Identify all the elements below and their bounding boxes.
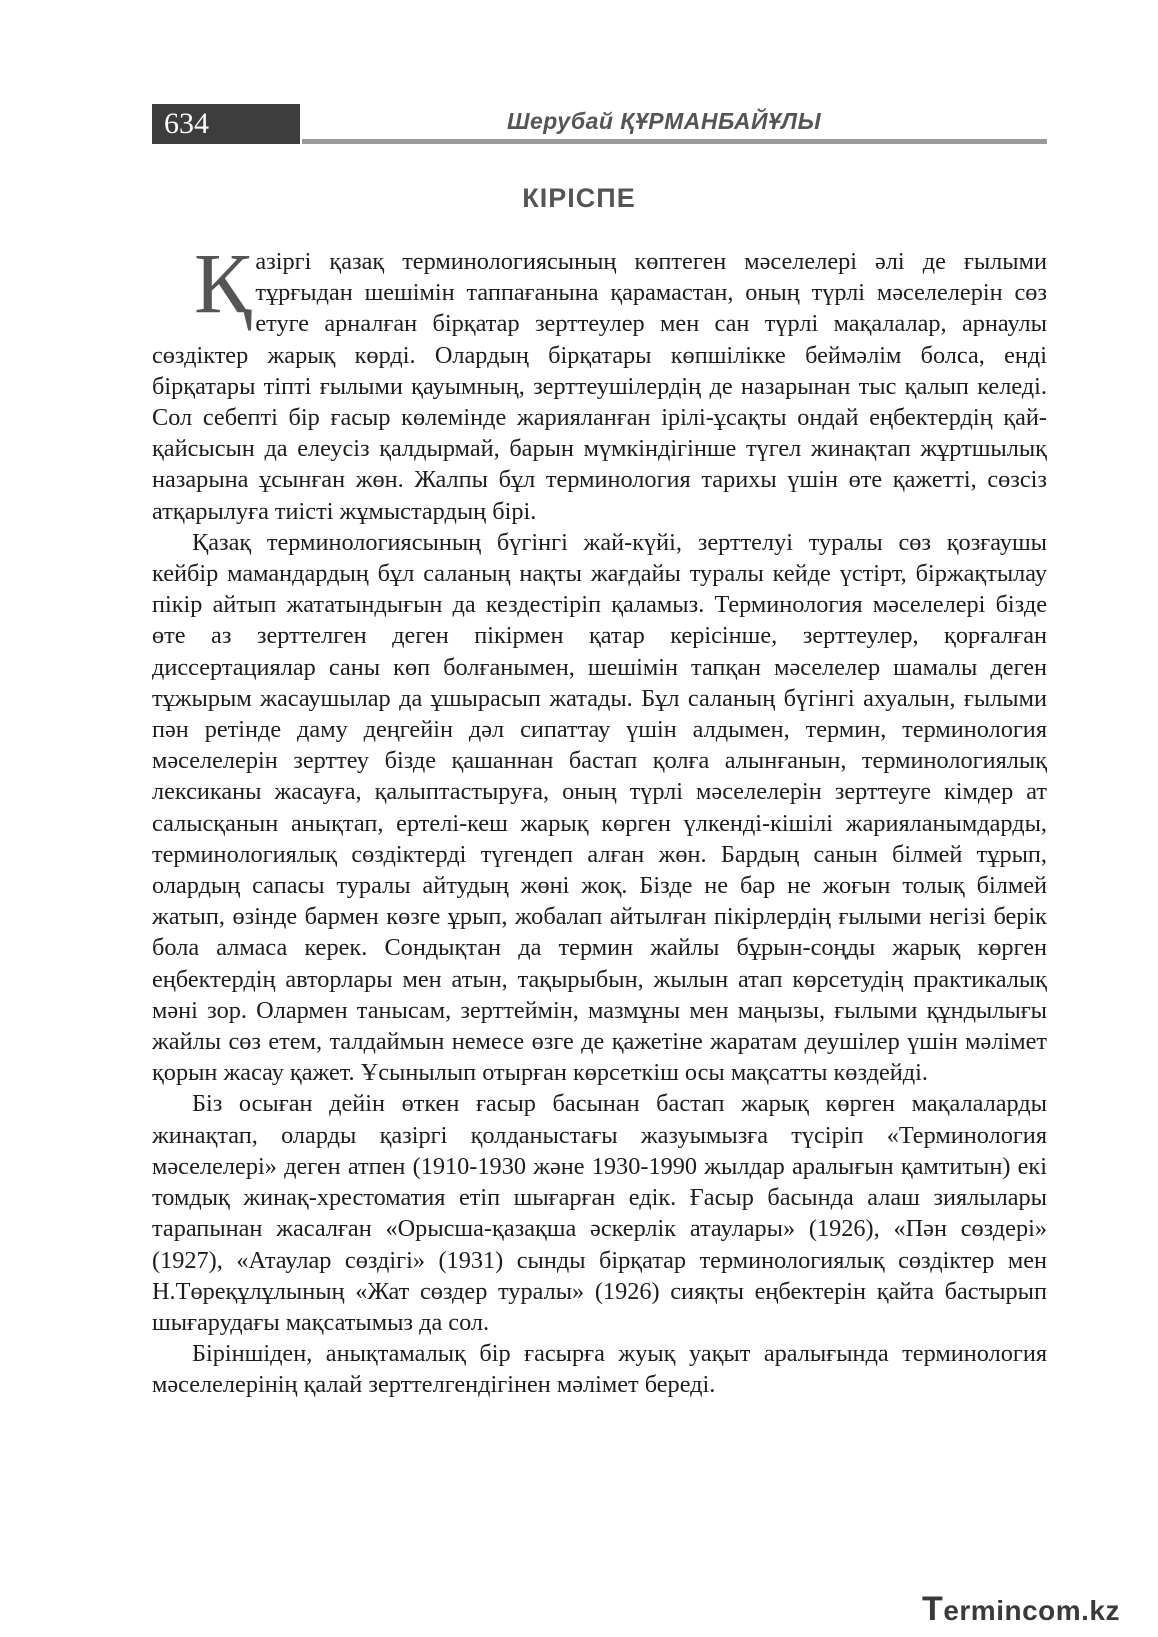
drop-cap: Қ (194, 235, 252, 331)
page-header (152, 104, 1047, 144)
page-number: 634 (164, 107, 209, 140)
site-watermark (922, 1590, 1120, 1629)
paragraph-3: Біз осыған дейін өткен ғасыр басынан бастап жарық көрген мақалаларды жинақтап, оларды қазіргі қолданыстағы жазуымызға түсіріп «Терминология мәселелері» деген атпен (1910-1930 және 1930-1990 жылдар аралығын қамтитын) екі томдық жинақ-хрестоматия етіп шығарған едік. Ғасыр басында алаш зиялылары тарапынан жасалған «Орысша-қазақша әскерлік атаулары» (1926), «Пән сөздері» (1927), «Атаулар сөздігі» (1931) сынды бірқатар терминологиялық сөздіктер мен Н.Төреқұлұлының «Жат сөздер туралы» (1926) сияқты еңбектерін қайта бастырып шығарудағы мақсатымыз да сол. (152, 1090, 1047, 1336)
chapter-title: КІРІСПЕ (522, 183, 636, 213)
paragraph-1-text: азіргі қазақ терминологиясының көптеген мәселелері әлі де ғылыми тұрғыдан шешімін таппағанына қарамастан, оның түрлі мәселелерін сөз етуге арналған бірқатар зерттеулер мен сан түрлі мақалалар, арнаулы сөздіктер жарық көрді. Олардың бірқатары көпшілікке беймәлім болса, енді бірқатары тіпті ғылыми қауымның, зерттеушілердің де назарынан тыс қалып келеді. Сол себепті бір ғасыр көлемінде жарияланған ірілі-ұсақты ондай еңбектердің қай-қайсысын да елеусіз қалдырмай, барын мүмкіндігінше түгел жинақтап жұртшылық назарына ұсынған жөн. Жалпы бұл терминология тарихы үшін өте қажетті, сөзсіз атқарылуға тиісті жұмыстардың бірі. (152, 248, 1047, 525)
running-head: Шерубай ҚҰРМАНБАЙҰЛЫ (507, 108, 822, 134)
watermark-text: ermincom.kz (943, 1595, 1120, 1626)
paragraph-2: Қазақ терминологиясының бүгінгі жай-күйі, зерттелуі туралы сөз қозғаушы кейбір мамандардың бұл саланың нақты жағдайы туралы кейде үстірт, біржақтылау пікір айтып жататындығын да кездестіріп қаламыз. Терминология мәселелері бізде өте аз зерттелген деген пікірмен қатар керісінше, зерттеулер, қорғалған диссертациялар саны көп болғанымен, шешімін тапқан мәселелер шамалы деген тұжырым жасаушылар да ұшырасып жатады. Бұл саланың бүгінгі ахуалын, ғылыми пән ретінде даму деңгейін дәл сипаттау үшін алдымен, термин, терминология мәселелерін зерттеу бізде қашаннан бастап қолға алынғанын, терминологиялық лексиканы жасауға, қалыптастыруға, оның түрлі мәселелерін зерттеуге кімдер ат салысқанын анықтап, ертелі-кеш жарық көрген үлкенді-кішілі жарияланымдарды, терминологиялық сөздіктерді түгендеп алған жөн. Бардың санын білмей тұрып, олардың сапасы туралы айтудың жөні жоқ. Бізде не бар не жоғын толық білмей жатып, өзінде бармен көзге ұрып, жобалап айтылған пікірлердің ғылыми негізі берік бола алмаса керек. Сондықтан да термин жайлы бұрын-соңды жарық көрген еңбектердің авторлары мен атын, тақырыбын, жылын атап көрсетудің практикалық мәні зор. Олармен танысам, зерттеймін, мазмұны мен маңызы, ғылыми құндылығы жайлы сөз етем, талдаймын немесе өзге де қажетіне жаратам деушілер үшін мәлімет қорын жасау қажет. Ұсынылып отырған көрсеткіш осы мақсатты көздейді. (152, 528, 1047, 1087)
header-rule (302, 139, 1047, 144)
body-text (152, 235, 1047, 1401)
watermark-first-letter: T (922, 1590, 944, 1628)
paragraph-1 (152, 235, 1047, 527)
page-number-box (152, 104, 300, 144)
paragraph-4: Біріншіден, анықтамалық бір ғасырға жуық уақыт аралығында терминология мәселелерінің қалай зерттелгендігінен мәлімет береді. (152, 1340, 1047, 1399)
